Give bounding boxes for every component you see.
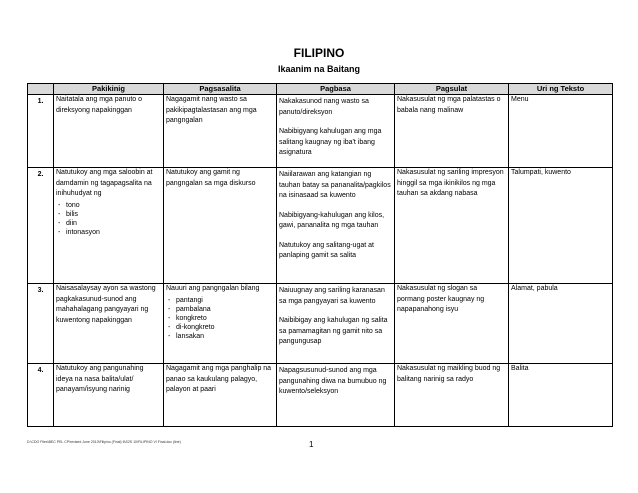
cell-paragraph: Natutukoy ang salitang-ugat at panlaping gamit sa salita [279, 241, 374, 259]
curriculum-table [27, 83, 613, 427]
cell-paragraph: Nakakasunod nang wasto sa panuto/direksyon [279, 98, 369, 116]
cell-pagbasa [277, 168, 395, 284]
cell-pagsulat [395, 364, 509, 427]
cell-uri-ng-teksto [509, 168, 613, 284]
list-item: - bilis [56, 210, 161, 219]
cell-pagsasalita [164, 168, 277, 284]
header-pagsasalita: Pagsasalita [164, 84, 277, 95]
cell-pakikinig [54, 364, 164, 427]
cell-pakikinig [54, 284, 164, 364]
cell-pagsulat [395, 168, 509, 284]
header-uri-ng-teksto: Uri ng Teksto [509, 84, 613, 95]
cell-paragraph: Nabibigyang kahulugan ang mga salitang kaugnay ng iba't ibang asignatura [279, 128, 382, 156]
cell-uri-ng-teksto [509, 95, 613, 168]
cell-text: Nagagamit nang wasto sa pakikipagtalastasan ang mga pangngalan [166, 96, 257, 124]
cell-text: Natutukoy ang mga saloobin at damdamin ng tagapagsalita na inihuhudyat ng [56, 169, 153, 197]
cell-text: Nakasusulat ng slogan sa pormang poster kaugnay ng napapanahong isyu [397, 285, 485, 313]
cell-text: Nauuri ang pangngalan bilang [166, 285, 260, 292]
cell-pagsulat [395, 284, 509, 364]
table-row [28, 168, 613, 284]
header-pagsulat: Pagsulat [395, 84, 509, 95]
cell-text: Talumpati, kuwento [511, 169, 571, 176]
cell-pagsulat [395, 95, 509, 168]
bullet-list [56, 201, 161, 237]
row-number: 1. [28, 95, 54, 168]
cell-pakikinig [54, 95, 164, 168]
list-item: - diin [56, 219, 161, 228]
list-item: - lansakan [166, 332, 274, 341]
table-row [28, 364, 613, 427]
list-item: - intonasyon [56, 228, 161, 237]
cell-pagsasalita [164, 284, 277, 364]
cell-pagsasalita [164, 95, 277, 168]
header-number [28, 84, 54, 95]
cell-paragraph: Naibibigay ang kahulugan ng salita sa pamamagitan ng gamit nito sa pangungusap [279, 317, 388, 345]
header-pakikinig: Pakikinig [54, 84, 164, 95]
cell-text: Nakasusulat ng maikling buod ng balitang narinig sa radyo [397, 365, 501, 383]
list-item: - tono [56, 201, 161, 210]
page-number: 1 [309, 440, 314, 449]
cell-pagbasa [277, 95, 395, 168]
cell-text: Naitatala ang mga panuto o direksyong napakinggan [56, 96, 143, 114]
cell-text: Balita [511, 365, 529, 372]
cell-text: Menu [511, 96, 529, 103]
cell-uri-ng-teksto [509, 364, 613, 427]
cell-text: Natutukoy ang pangunahing ideya na nasa balita/ulat/ panayam/isyung narinig [56, 365, 144, 393]
bullet-list [166, 296, 274, 341]
cell-text: Nakasusulat ng mga palatastas o babala nang malinaw [397, 96, 501, 114]
row-number: 3. [28, 284, 54, 364]
cell-uri-ng-teksto [509, 284, 613, 364]
list-item: - pambalana [166, 305, 274, 314]
footer-file-path: D:\CDO Files\BEC PEL CP\revised June 2010\Filipino (Final) 6\S2S 10\FILIPINO VI Final.doc (line) [27, 440, 181, 444]
cell-paragraph: Naiilarawan ang katangian ng tauhan batay sa pananalita/pagkilos na isinasaad sa kuwento [279, 171, 391, 199]
cell-pagsasalita [164, 364, 277, 427]
table-header-row [28, 84, 613, 95]
document-subtitle: Ikaanim na Baitang [277, 64, 361, 74]
cell-pagbasa [277, 284, 395, 364]
row-number: 2. [28, 168, 54, 284]
cell-paragraph: Naiuugnay ang sariling karanasan sa mga pangyayari sa kuwento [279, 287, 385, 305]
cell-text: Nagagamit ang mga panghalip na panao sa kaukulang palagyo, palayon at paari [166, 365, 272, 393]
cell-text: Naisasalaysay ayon sa wastong pagkakasunud-sunod ang mahahalagang pangyayari ng kuwentong napakinggan [56, 285, 156, 324]
list-item: - pantangi [166, 296, 274, 305]
table-row [28, 284, 613, 364]
document-title: FILIPINO [293, 46, 345, 60]
cell-text: Nakasusulat ng sariling impresyon hinggil sa mga ikinikilos ng mga tauhan sa akdang nabasa [397, 169, 504, 197]
cell-paragraph: Napagsusunud-sunod ang mga pangunahing diwa na bumubuo ng kuwento/seleksyon [279, 367, 387, 395]
cell-pakikinig [54, 168, 164, 284]
cell-pagbasa [277, 364, 395, 427]
cell-text: Alamat, pabula [511, 285, 558, 292]
row-number: 4. [28, 364, 54, 427]
list-item: - kongkreto [166, 314, 274, 323]
cell-text: Natutukoy ang gamit ng pangngalan sa mga diskurso [166, 169, 256, 187]
header-pagbasa: Pagbasa [277, 84, 395, 95]
cell-paragraph: Nabibigyang-kahulugan ang kilos, gawi, pananalita ng mga tauhan [279, 211, 385, 229]
table-row [28, 95, 613, 168]
list-item: - di-kongkreto [166, 323, 274, 332]
